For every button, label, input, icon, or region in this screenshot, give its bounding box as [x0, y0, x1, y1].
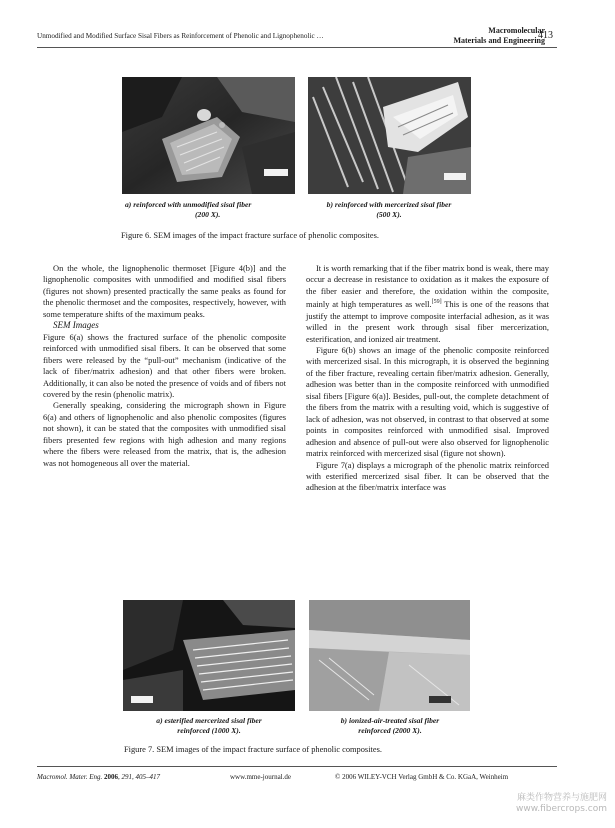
journal-name [453, 26, 545, 45]
footer-citation [37, 773, 160, 781]
right-para-3: Figure 7(a) displays a micrograph of the phenolic matrix reinforced with esterified mercerized sisal fiber. It can be observed that the adhesion at the fiber/matrix interface was [306, 459, 549, 493]
figure7a-sem-image [123, 600, 295, 711]
citation-volume-pages: , 291, 405–417 [118, 773, 161, 781]
figure7a-subcaption [120, 716, 298, 736]
left-para-2: Figure 6(a) shows the fractured surface of the phenolic composite reinforced with unmodified sisal fibers. It can be observed that some fibers were released by the “pull-out” mechanism (indicative of the lack of fiber/matrix adhesion) and that other fibers were broken. Additionally, it can also be noted the presence of voids and of fibers not covered by the resin (phenolic matrix). [43, 331, 286, 399]
citation-year: 2006 [104, 773, 119, 781]
right-para-2: Figure 6(b) shows an image of the phenolic composite reinforced with mercerized sisal. In this micrograph, it is observed the beginning of the fiber fracture, revealing certain fiber/matrix adhesion. Generally, adhesion was better than in the composite reinforced with unmodified sisal fibers [Figure 6(a)]. Besides, pull-out, the complete detachment of the fibers from the matrix with a resulting void, which is suggestive of lack of adhesion, was not observed, in contrast to that observed at some points in composites reinforced with unmodified sisal. Improved adhesion and absence of pull-out were also observed for lignophenolic matrix reinforced with mercerized sisal (figure not shown). [306, 344, 549, 459]
right-para-1-text-cont: This is one of the reasons that justify the attempt to improve composite interfacial adhesion, as it was willed in the present work through sisal fiber mercerization, esterification, and ionized air treatment. [306, 299, 550, 344]
footer-website[interactable]: www.mme-journal.de [230, 773, 291, 781]
figure7b-sem-image [309, 600, 470, 711]
section-heading: SEM Images [53, 320, 99, 331]
figure7b-subcaption-line2: reinforced (2000 X). [358, 726, 422, 735]
figure7a-subcaption-line1: a) esterified mercerized sisal fiber [156, 716, 262, 725]
footer-rule [37, 766, 557, 767]
figure6b-subcaption-line1: b) reinforced with mercerized sisal fiber [326, 200, 452, 209]
left-para-1: On the whole, the lignophenolic thermoset [Figure 4(b)] and the lignophenolic composites with unmodified and modified sisal fibers (figures not shown) presented practically the same peaks as found for the phenolic thermoset and the composites, respectively, however, with some temperature shifts of the maximum peaks. [43, 263, 286, 319]
figure6-caption: Figure 6. SEM images of the impact fracture surface of phenolic composites. [121, 231, 379, 240]
figure7-caption: Figure 7. SEM images of the impact fracture surface of phenolic composites. [124, 745, 382, 754]
right-column [306, 263, 549, 494]
figure6b-subcaption [300, 200, 478, 220]
figure6b-subcaption-line2: (500 X). [376, 210, 402, 219]
figure6a-subcaption-line2: (200 X). [195, 210, 221, 219]
citation-journal: Macromol. Mater. Eng. [37, 773, 103, 781]
page-number: 413 [538, 30, 553, 41]
footer-copyright: © 2006 WILEY-VCH Verlag GmbH & Co. KGaA, Weinheim [335, 773, 509, 781]
figure7a-subcaption-line2: reinforced (1000 X). [177, 726, 241, 735]
running-title: Unmodified and Modified Surface Sisal Fibers as Reinforcement of Phenolic and Lignophenolic … [37, 32, 324, 40]
journal-name-line1: Macromolecular [488, 26, 545, 35]
figure7b-subcaption [302, 716, 478, 736]
watermark-line2: www.fibercrops.com [516, 804, 607, 814]
left-para-3: Generally speaking, considering the micrograph shown in Figure 6(a) and others of lignophenolic and also phenolic composites (figures not shown), it can be stated that the composites with unmodified sisal fibers presented few regions with high adhesion and many regions where the fibers were released from the matrix, that is, the adhesion was not homogeneous all over the material. [43, 400, 286, 468]
site-watermark [516, 793, 607, 815]
figure6a-subcaption-line1: a) reinforced with unmodified sisal fiber [125, 200, 252, 209]
watermark-line1: 麻类作物营养与施肥网 [516, 793, 607, 803]
right-para-1-text: It is worth remarking that if the fiber matrix bond is weak, there may occur a decrease in resistance to oxidation as it makes the exposure of the fiber easier and therefore, the oxidation within the composite, mainly at high temperatures as well. [306, 263, 549, 310]
right-para-1 [306, 263, 549, 345]
left-column [43, 263, 286, 469]
running-header [37, 26, 557, 48]
figure6b-sem-image [308, 77, 471, 194]
figure7b-subcaption-line1: b) ionized-air-treated sisal fiber [340, 716, 440, 725]
figure6a-sem-image [122, 77, 295, 194]
reference-59: [59] [431, 299, 442, 306]
journal-name-line2: Materials and Engineering [453, 35, 545, 45]
figure6a-subcaption [125, 200, 305, 220]
